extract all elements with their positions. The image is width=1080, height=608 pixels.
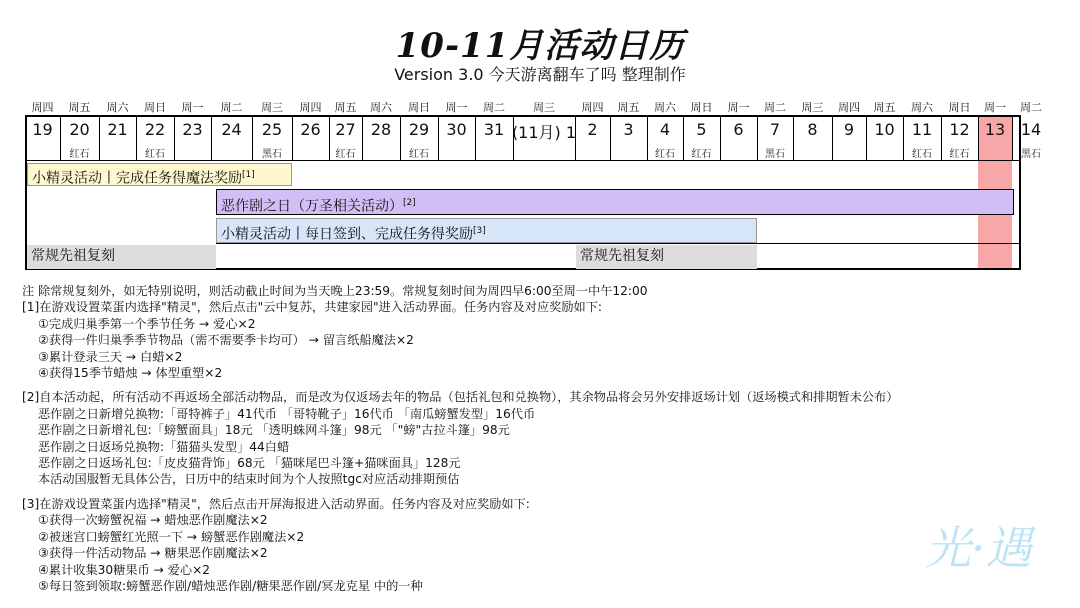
row-divider bbox=[25, 160, 1021, 161]
day-number: 20 bbox=[69, 120, 90, 139]
event-bar-prank-day bbox=[216, 189, 1014, 215]
event-label: 恶作剧之日（万圣相关活动） bbox=[221, 198, 403, 215]
note-3-item: ②被迷宫口螃蟹红光照一下 → 螃蟹恶作剧魔法×2 bbox=[38, 529, 305, 544]
weekday-label: 周一 bbox=[445, 101, 468, 114]
event-bar-sprite-checkin bbox=[216, 218, 757, 243]
weekday-label: 周五 bbox=[334, 101, 357, 114]
day-number: 21 bbox=[107, 120, 128, 139]
candle-stone-marker: 红石 bbox=[949, 149, 970, 160]
day-number: 11 bbox=[911, 120, 933, 139]
candle-stone-marker: 红石 bbox=[69, 149, 90, 160]
day-number: 6 bbox=[733, 120, 744, 139]
weekday-label: 周一 bbox=[727, 101, 750, 114]
day-number: 22 bbox=[144, 120, 166, 139]
day-number: 10 bbox=[874, 120, 895, 139]
day-number: 28 bbox=[370, 120, 392, 139]
day-number: 29 bbox=[408, 120, 430, 139]
day-number: 30 bbox=[446, 120, 467, 139]
day-number: 8 bbox=[807, 120, 818, 139]
notes-section bbox=[22, 283, 898, 594]
day-number: 14 bbox=[1020, 120, 1042, 139]
weekday-label: 周五 bbox=[873, 101, 896, 114]
note-2-item: 恶作剧之日返场兑换物:「猫猫头发型」44白蜡 bbox=[38, 439, 290, 454]
weekday-label: 周四 bbox=[31, 101, 54, 114]
day-number: 23 bbox=[182, 120, 203, 139]
event-bar-sprite-tasks bbox=[27, 163, 292, 186]
weekday-label: 周三 bbox=[801, 101, 824, 114]
weekday-label: 周日 bbox=[144, 101, 166, 114]
event-bar-ancestor-rerun-2 bbox=[576, 245, 757, 269]
watermark-logo: 光·遇 bbox=[925, 521, 1032, 575]
day-number: 24 bbox=[221, 120, 242, 139]
footnote-ref: [3] bbox=[473, 226, 486, 236]
note-2-item: 本活动国服暂无具体公告，日历中的结束时间为个人按照tgc对应活动排期预估 bbox=[38, 472, 460, 487]
note-2-title: [2]自本活动起，所有活动不再返场全部活动物品，而是改为仅返场去年的物品（包括礼包和兑换物），其余物品将会另外安排返场计划（返场模式和排期暂未公布） bbox=[22, 390, 899, 405]
note-3-item: ③获得一件活动物品 → 糖果恶作剧魔法×2 bbox=[38, 546, 268, 561]
weekday-label: 周六 bbox=[370, 101, 392, 114]
event-label: 常规先祖复刻 bbox=[580, 248, 664, 264]
note-1-item: ③累计登录三天 → 白蜡×2 bbox=[38, 349, 183, 364]
note-2-item: 恶作剧之日新增礼包:「螃蟹面具」18元 「透明蛛网斗篷」98元 「"螃"古拉斗篷」98元 bbox=[38, 423, 510, 438]
event-label: 常规先祖复刻 bbox=[31, 248, 115, 264]
page-subtitle: Version 3.0 今天游离翻车了吗 整理制作 bbox=[394, 65, 686, 84]
weekday-label: 周五 bbox=[617, 101, 640, 114]
day-number: 12 bbox=[949, 120, 970, 139]
day-number: 19 bbox=[32, 120, 53, 139]
row-divider bbox=[216, 243, 1021, 244]
event-label: 小精灵活动丨每日签到、完成任务得奖励 bbox=[221, 226, 473, 243]
weekday-label: 周六 bbox=[911, 101, 933, 114]
footnote-ref: [1] bbox=[242, 170, 255, 180]
event-bar-ancestor-rerun-1 bbox=[27, 245, 216, 269]
note-3-item: ④累计收集30糖果币 → 爱心×2 bbox=[38, 562, 211, 577]
note-general: 注 除常规复刻外，如无特别说明，则活动截止时间为当天晚上23:59。常规复刻时间为周四早6:00至周一中午12:00 bbox=[22, 284, 648, 298]
candle-stone-marker: 红石 bbox=[335, 149, 356, 160]
weekday-label: 周五 bbox=[68, 101, 91, 114]
day-number: 26 bbox=[300, 120, 321, 139]
day-number: 4 bbox=[659, 120, 671, 139]
note-2-item: 恶作剧之日新增兑换物:「哥特裤子」41代币 「哥特靴子」16代币 「南瓜螃蟹发型」16代币 bbox=[38, 406, 536, 421]
note-2-item: 恶作剧之日返场礼包:「皮皮猫背饰」68元 「猫咪尾巴斗篷+猫咪面具」128元 bbox=[38, 456, 461, 471]
note-1-item: ②获得一件归巢季季节物品（需不需要季卡均可） → 留言纸船魔法×2 bbox=[38, 333, 414, 348]
event-label: 小精灵活动丨完成任务得魔法奖励 bbox=[32, 170, 242, 187]
day-number: (11月) 1 bbox=[511, 123, 577, 142]
weekday-label: 周六 bbox=[654, 101, 676, 114]
candle-stone-marker: 红石 bbox=[145, 149, 165, 160]
weekday-label: 周四 bbox=[581, 101, 604, 114]
note-1-item: ④获得15季节蜡烛 → 体型重塑×2 bbox=[38, 366, 223, 381]
candle-stone-marker: 红石 bbox=[691, 149, 712, 160]
day-number: 9 bbox=[843, 120, 855, 139]
weekday-label: 周二 bbox=[220, 101, 243, 114]
day-number: 5 bbox=[696, 120, 707, 139]
day-number: 7 bbox=[769, 120, 781, 139]
weekday-label: 周六 bbox=[106, 101, 129, 114]
weekday-label: 周三 bbox=[533, 101, 555, 114]
weekday-label: 周日 bbox=[948, 101, 971, 114]
weekday-label: 周一 bbox=[984, 101, 1006, 114]
page-title: 10-11月活动日历 bbox=[395, 26, 685, 66]
weekday-label: 周二 bbox=[1020, 101, 1042, 114]
note-3-item: ⑤每日签到领取:螃蟹恶作剧/蜡烛恶作剧/糖果恶作剧/冥龙克星 中的一种 bbox=[38, 578, 423, 593]
day-number: 13 bbox=[984, 120, 1006, 139]
weekday-label: 周二 bbox=[764, 101, 786, 114]
candle-stone-marker: 红石 bbox=[655, 149, 675, 160]
candle-stone-marker: 红石 bbox=[912, 149, 932, 160]
weekday-label: 周日 bbox=[408, 101, 430, 114]
candle-stone-marker: 黑石 bbox=[262, 149, 282, 160]
footnote-ref: [2] bbox=[403, 198, 416, 208]
weekday-label: 周二 bbox=[483, 101, 505, 114]
day-number: 3 bbox=[623, 120, 634, 139]
day-number: 25 bbox=[261, 120, 283, 139]
note-3-item: ①获得一次螃蟹祝福 → 蜡烛恶作剧魔法×2 bbox=[38, 513, 268, 528]
candle-stone-marker: 黑石 bbox=[1021, 149, 1041, 160]
weekday-label: 周四 bbox=[299, 101, 322, 114]
weekday-label: 周三 bbox=[261, 101, 283, 114]
candle-stone-marker: 黑石 bbox=[765, 149, 785, 160]
weekday-label: 周一 bbox=[181, 101, 204, 114]
note-1-item: ①完成归巢季第一个季节任务 → 爱心×2 bbox=[38, 316, 256, 331]
candle-stone-marker: 红石 bbox=[409, 149, 429, 160]
note-3-title: [3]在游戏设置菜蛋内选择"精灵"，然后点击开屏海报进入活动界面。任务内容及对应奖励如下: bbox=[22, 496, 530, 511]
note-1-title: [1]在游戏设置菜蛋内选择"精灵"，然后点击"云中复苏，共建家园"进入活动界面。任务内容及对应奖励如下: bbox=[22, 300, 603, 315]
weekday-label: 周日 bbox=[690, 101, 713, 114]
day-number: 31 bbox=[483, 120, 505, 139]
day-number: 2 bbox=[587, 120, 598, 139]
day-number: 27 bbox=[335, 120, 356, 139]
weekday-label: 周四 bbox=[838, 101, 860, 114]
